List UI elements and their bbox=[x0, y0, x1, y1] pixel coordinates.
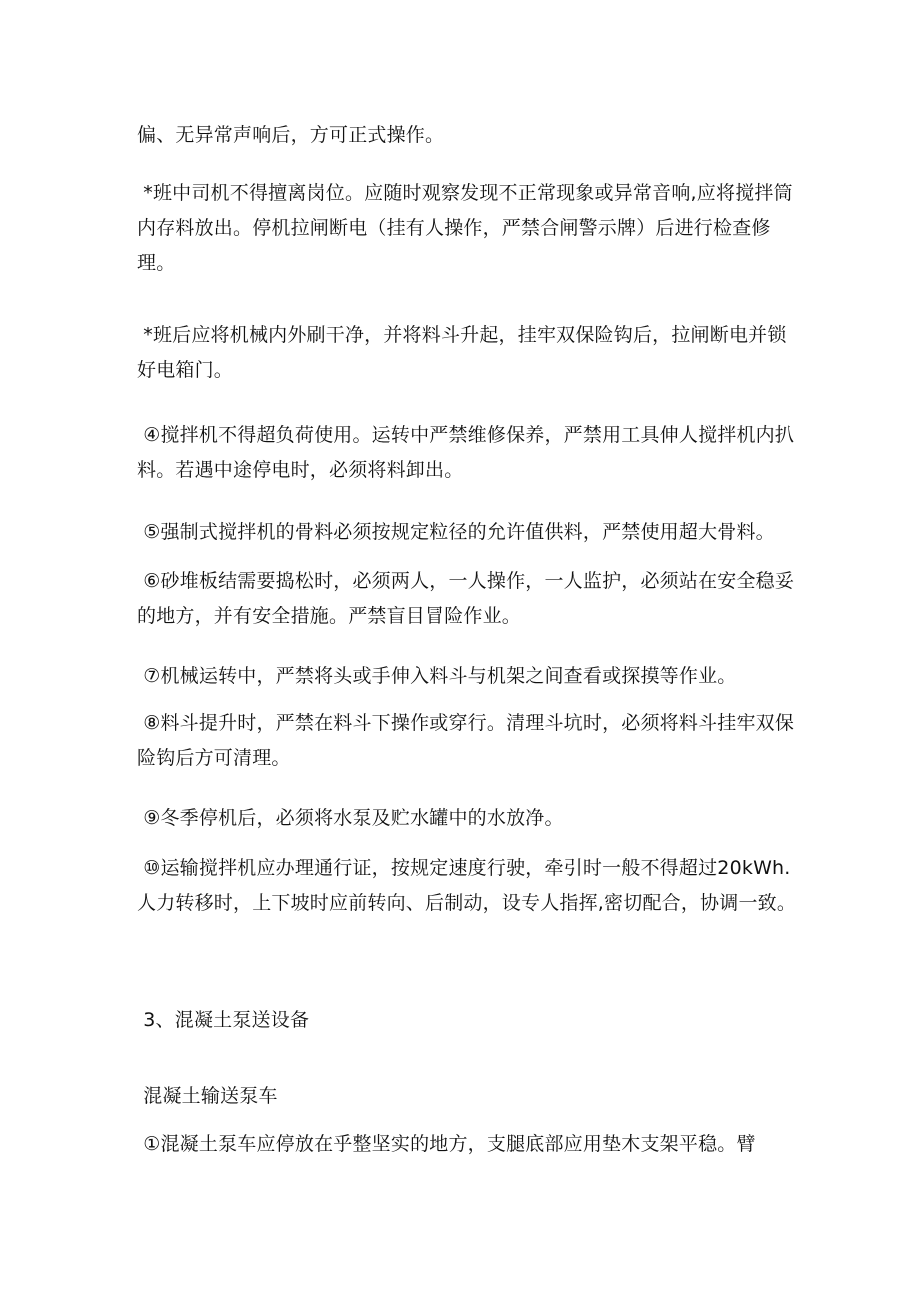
section-heading-pumping: 3、混凝土泵送设备 bbox=[137, 1009, 310, 1031]
paragraph-item-4: ④搅拌机不得超负荷使用。运转中严禁维修保养，严禁用工具伸人搅拌机内扒料。若遇中途停电时，必须将料卸出。 bbox=[137, 424, 795, 481]
paragraph-driver-on-duty: *班中司机不得擅离岗位。应随时观察发现不正常现象或异常音响,应将搅拌筒内存料放出。停机拉闸断电（挂有人操作，严禁合闸警示牌）后进行检查修理。 bbox=[137, 182, 793, 274]
paragraph-pump-item-1: ①混凝土泵车应停放在乎整坚实的地方，支腿底部应用垫木支架平稳。臂 bbox=[137, 1133, 756, 1155]
paragraph-after-shift: *班后应将机械内外刷干净，并将料斗升起，挂牢双保险钩后，拉闸断电并锁好电箱门。 bbox=[137, 324, 787, 381]
paragraph-item-5: ⑤强制式搅拌机的骨料必须按规定粒径的允许值供料，严禁使用超大骨料。 bbox=[137, 521, 775, 543]
paragraph-continuation: 偏、无异常声响后，方可正式操作。 bbox=[137, 124, 445, 146]
paragraph-item-6: ⑥砂堆板结需要捣松时，必须两人，一人操作，一人监护，必须站在安全稳妥的地方，并有安全措施。严禁盲目冒险作业。 bbox=[137, 570, 795, 627]
paragraph-item-10: ⑩运输搅拌机应办理通行证，按规定速度行驶，牵引时一般不得超过20kWh.人力转移时，上下坡时应前转向、后制动，设专人指挥,密切配合，协调一致。 bbox=[137, 857, 797, 914]
paragraph-item-8: ⑧料斗提升时，严禁在料斗下操作或穿行。清理斗坑时，必须将料斗挂牢双保险钩后方可清理。 bbox=[137, 712, 795, 769]
paragraph-item-9: ⑨冬季停机后，必须将水泵及贮水罐中的水放净。 bbox=[137, 807, 564, 829]
paragraph-item-7: ⑦机械运转中，严禁将头或手伸入料斗与机架之间查看或探摸等作业。 bbox=[137, 665, 737, 687]
subsection-heading-pump-truck: 混凝土输送泵车 bbox=[137, 1085, 278, 1107]
